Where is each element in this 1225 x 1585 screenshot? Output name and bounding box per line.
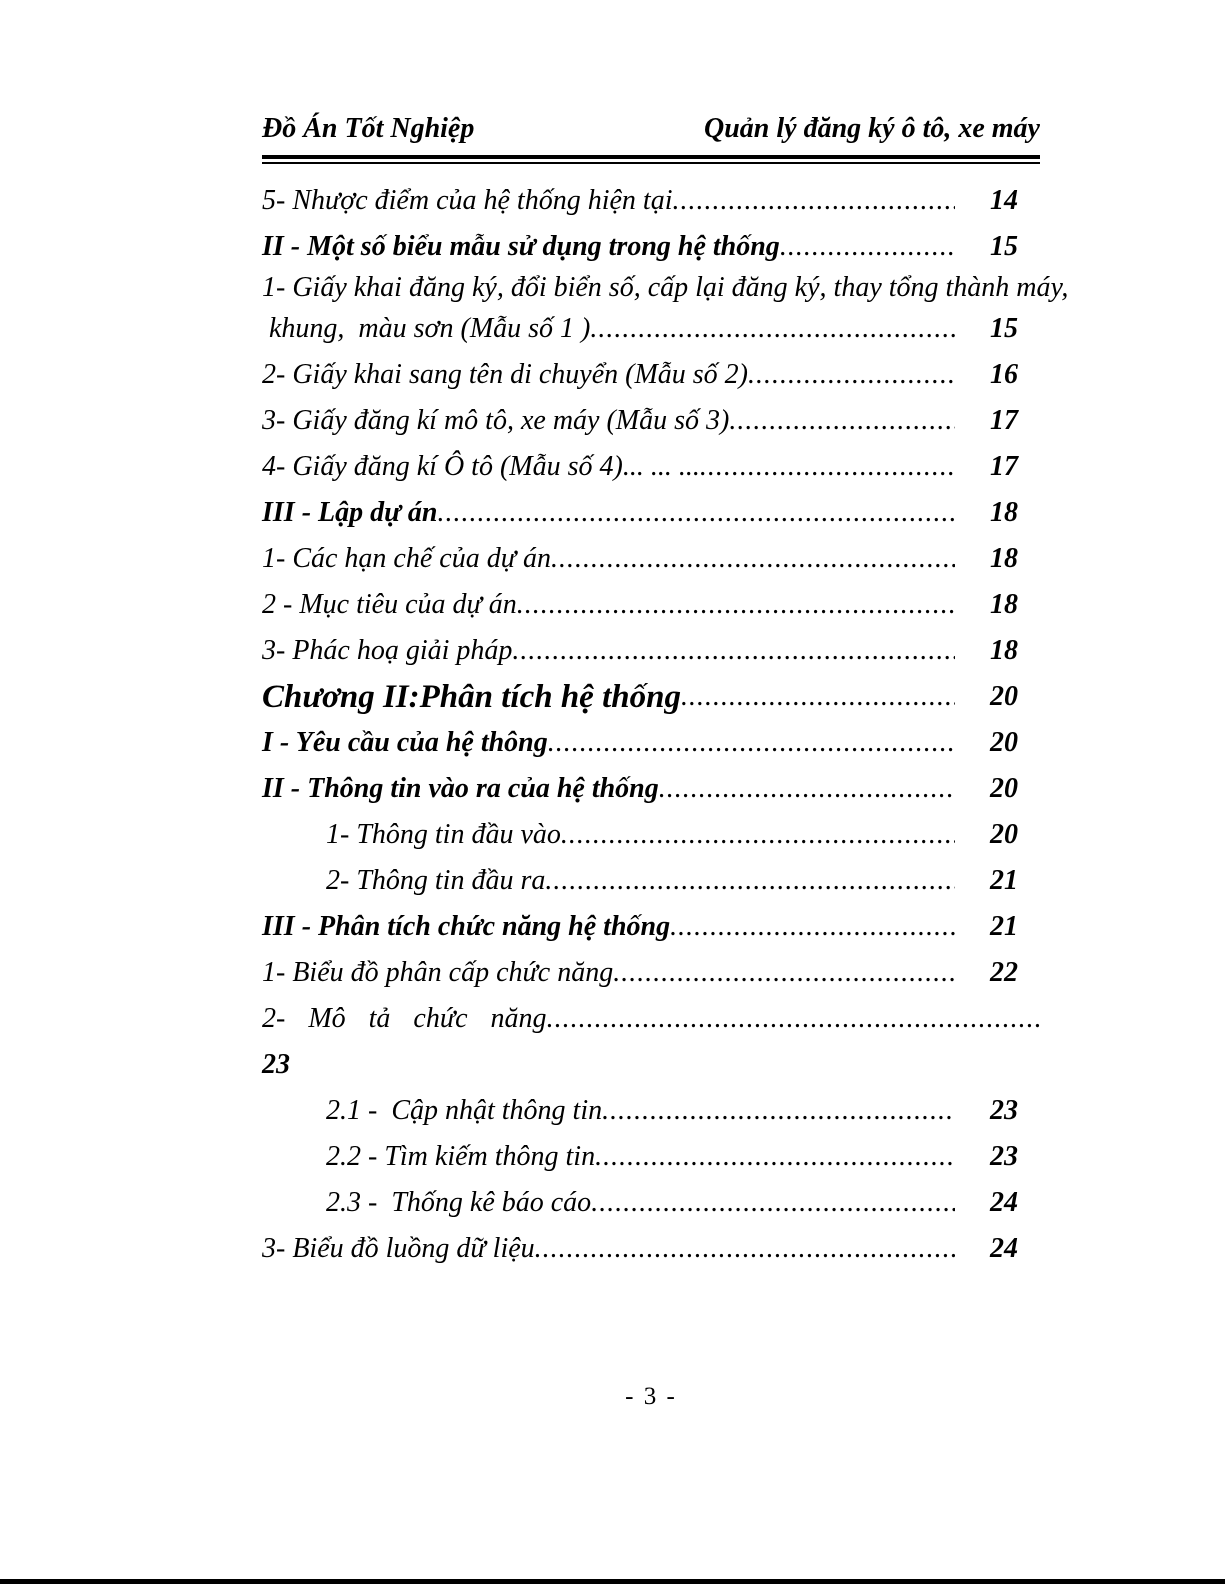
toc-entry-title: I - Yêu cầu của hệ thông bbox=[262, 727, 548, 758]
page-content bbox=[262, 0, 1069, 1272]
dot-leader bbox=[535, 1226, 955, 1272]
toc-entry-title: III - Phân tích chức năng hệ thống bbox=[262, 911, 671, 942]
toc-entry bbox=[262, 224, 1040, 270]
dot-leader bbox=[672, 178, 955, 224]
dot-leader bbox=[512, 628, 955, 674]
toc-entry bbox=[262, 490, 1040, 536]
dot-leader bbox=[437, 490, 955, 536]
toc-entry-title: 4- Giấy đăng kí Ô tô (Mẫu số 4)... ... ... bbox=[262, 451, 700, 482]
toc-entry-title: 1- Biểu đồ phân cấp chức năng bbox=[262, 957, 614, 988]
toc-entry-page: 14 bbox=[990, 185, 1018, 216]
toc-entry bbox=[262, 306, 1040, 352]
toc-entry-page: 17 bbox=[990, 405, 1018, 436]
header-left-title: Đồ Án Tốt Nghiệp bbox=[262, 113, 475, 144]
toc-entry-page: 21 bbox=[990, 865, 1018, 896]
toc-entry-title: II - Thông tin vào ra của hệ thống bbox=[262, 773, 659, 804]
dot-leader bbox=[748, 352, 955, 398]
toc-entry-title: 3- Giấy đăng kí mô tô, xe máy (Mẫu số 3) bbox=[262, 405, 730, 436]
toc-entry-page: 23 bbox=[990, 1141, 1018, 1172]
toc-entry bbox=[262, 858, 1040, 904]
dot-leader bbox=[602, 1088, 955, 1134]
toc-entry-page: 20 bbox=[990, 727, 1018, 758]
toc-entry-title: 23 bbox=[262, 1049, 290, 1080]
dot-leader bbox=[670, 904, 955, 950]
toc-entry bbox=[262, 1134, 1040, 1180]
dot-leader bbox=[547, 996, 1040, 1042]
toc-list bbox=[262, 178, 1069, 1272]
dot-leader bbox=[591, 1180, 955, 1226]
toc-entry-page: 23 bbox=[990, 1095, 1018, 1126]
dot-leader bbox=[659, 766, 955, 812]
toc-entry-page: 18 bbox=[990, 635, 1018, 666]
footer-page-number: - 3 - bbox=[625, 1383, 677, 1410]
toc-entry-title: II - Một số biểu mẫu sử dụng trong hệ thống bbox=[262, 231, 780, 262]
toc-entry-title: 3- Phác hoạ giải pháp bbox=[262, 635, 513, 666]
header-right-title: Quản lý đăng ký ô tô, xe máy bbox=[704, 113, 1040, 144]
toc-entry bbox=[262, 628, 1040, 674]
toc-entry bbox=[262, 178, 1040, 224]
toc-entry-title: 1- Thông tin đầu vào bbox=[326, 819, 561, 850]
toc-entry bbox=[262, 398, 1040, 444]
toc-entry-page: 17 bbox=[990, 451, 1018, 482]
toc-entry-page: 20 bbox=[990, 819, 1018, 850]
toc-entry bbox=[262, 812, 1040, 858]
toc-entry-page: 15 bbox=[990, 231, 1018, 262]
toc-entry-page: 22 bbox=[990, 957, 1018, 988]
page-header bbox=[262, 0, 1040, 146]
toc-entry-title: 2- Mô tả chức năng bbox=[262, 1003, 547, 1034]
scan-artifact-bar bbox=[0, 1579, 1225, 1584]
toc-entry bbox=[262, 996, 1040, 1042]
toc-entry bbox=[262, 904, 1040, 950]
toc-entry-title: 2.1 - Cập nhật thông tin bbox=[326, 1095, 603, 1126]
toc-entry bbox=[262, 950, 1040, 996]
toc-entry-title: 1- Giấy khai đăng ký, đổi biển số, cấp lại đăng ký, thay tổng thành máy, bbox=[262, 272, 1069, 303]
toc-entry-title: 2.3 - Thống kê báo cáo bbox=[326, 1187, 592, 1218]
dot-leader bbox=[613, 950, 955, 996]
dot-leader bbox=[561, 812, 955, 858]
dot-leader bbox=[548, 720, 955, 766]
dot-leader bbox=[700, 444, 955, 490]
toc-entry-page: 18 bbox=[990, 543, 1018, 574]
toc-entry bbox=[262, 1226, 1040, 1272]
dot-leader bbox=[590, 306, 955, 352]
toc-entry-title: III - Lập dự án bbox=[262, 497, 438, 528]
toc-entry-page: 15 bbox=[990, 313, 1018, 344]
toc-entry-page: 18 bbox=[990, 497, 1018, 528]
toc-entry-title: 1- Các hạn chế của dự án bbox=[262, 543, 551, 574]
dot-leader bbox=[545, 858, 955, 904]
toc-entry-title: 2- Giấy khai sang tên di chuyển (Mẫu số 2) bbox=[262, 359, 748, 390]
toc-entry-page: 24 bbox=[990, 1187, 1018, 1218]
toc-entry-page: 16 bbox=[990, 359, 1018, 390]
toc-entry-title: khung, màu sơn (Mẫu số 1 ) bbox=[262, 313, 591, 344]
toc-entry bbox=[262, 1042, 1040, 1088]
toc-entry-title: 5- Nhược điểm của hệ thống hiện tại bbox=[262, 185, 673, 216]
toc-entry-title: 2 - Mục tiêu của dự án bbox=[262, 589, 517, 620]
dot-leader bbox=[551, 536, 955, 582]
toc-entry bbox=[262, 352, 1040, 398]
dot-leader bbox=[681, 674, 955, 720]
toc-entry bbox=[262, 674, 1040, 720]
toc-entry-page: 20 bbox=[990, 773, 1018, 804]
toc-entry bbox=[262, 1088, 1040, 1134]
toc-entry bbox=[262, 1180, 1040, 1226]
toc-entry-page: 20 bbox=[990, 681, 1018, 712]
dot-leader bbox=[517, 582, 955, 628]
toc-entry bbox=[262, 720, 1040, 766]
toc-entry bbox=[262, 444, 1040, 490]
dot-leader bbox=[780, 224, 955, 270]
toc-entry bbox=[262, 766, 1040, 812]
toc-entry-title: Chương II:Phân tích hệ thống bbox=[262, 679, 681, 715]
toc-entry-page: 24 bbox=[990, 1233, 1018, 1264]
header-double-rule bbox=[262, 155, 1040, 164]
toc-entry bbox=[262, 270, 1069, 306]
dot-leader bbox=[595, 1134, 955, 1180]
dot-leader bbox=[729, 398, 955, 444]
toc-entry bbox=[262, 582, 1040, 628]
toc-entry-page: 18 bbox=[990, 589, 1018, 620]
toc-entry-page: 21 bbox=[990, 911, 1018, 942]
toc-entry-title: 2- Thông tin đầu ra bbox=[326, 865, 546, 896]
toc-entry bbox=[262, 536, 1040, 582]
toc-entry-title: 2.2 - Tìm kiếm thông tin bbox=[326, 1141, 596, 1172]
toc-entry-title: 3- Biểu đồ luồng dữ liệu bbox=[262, 1233, 535, 1264]
